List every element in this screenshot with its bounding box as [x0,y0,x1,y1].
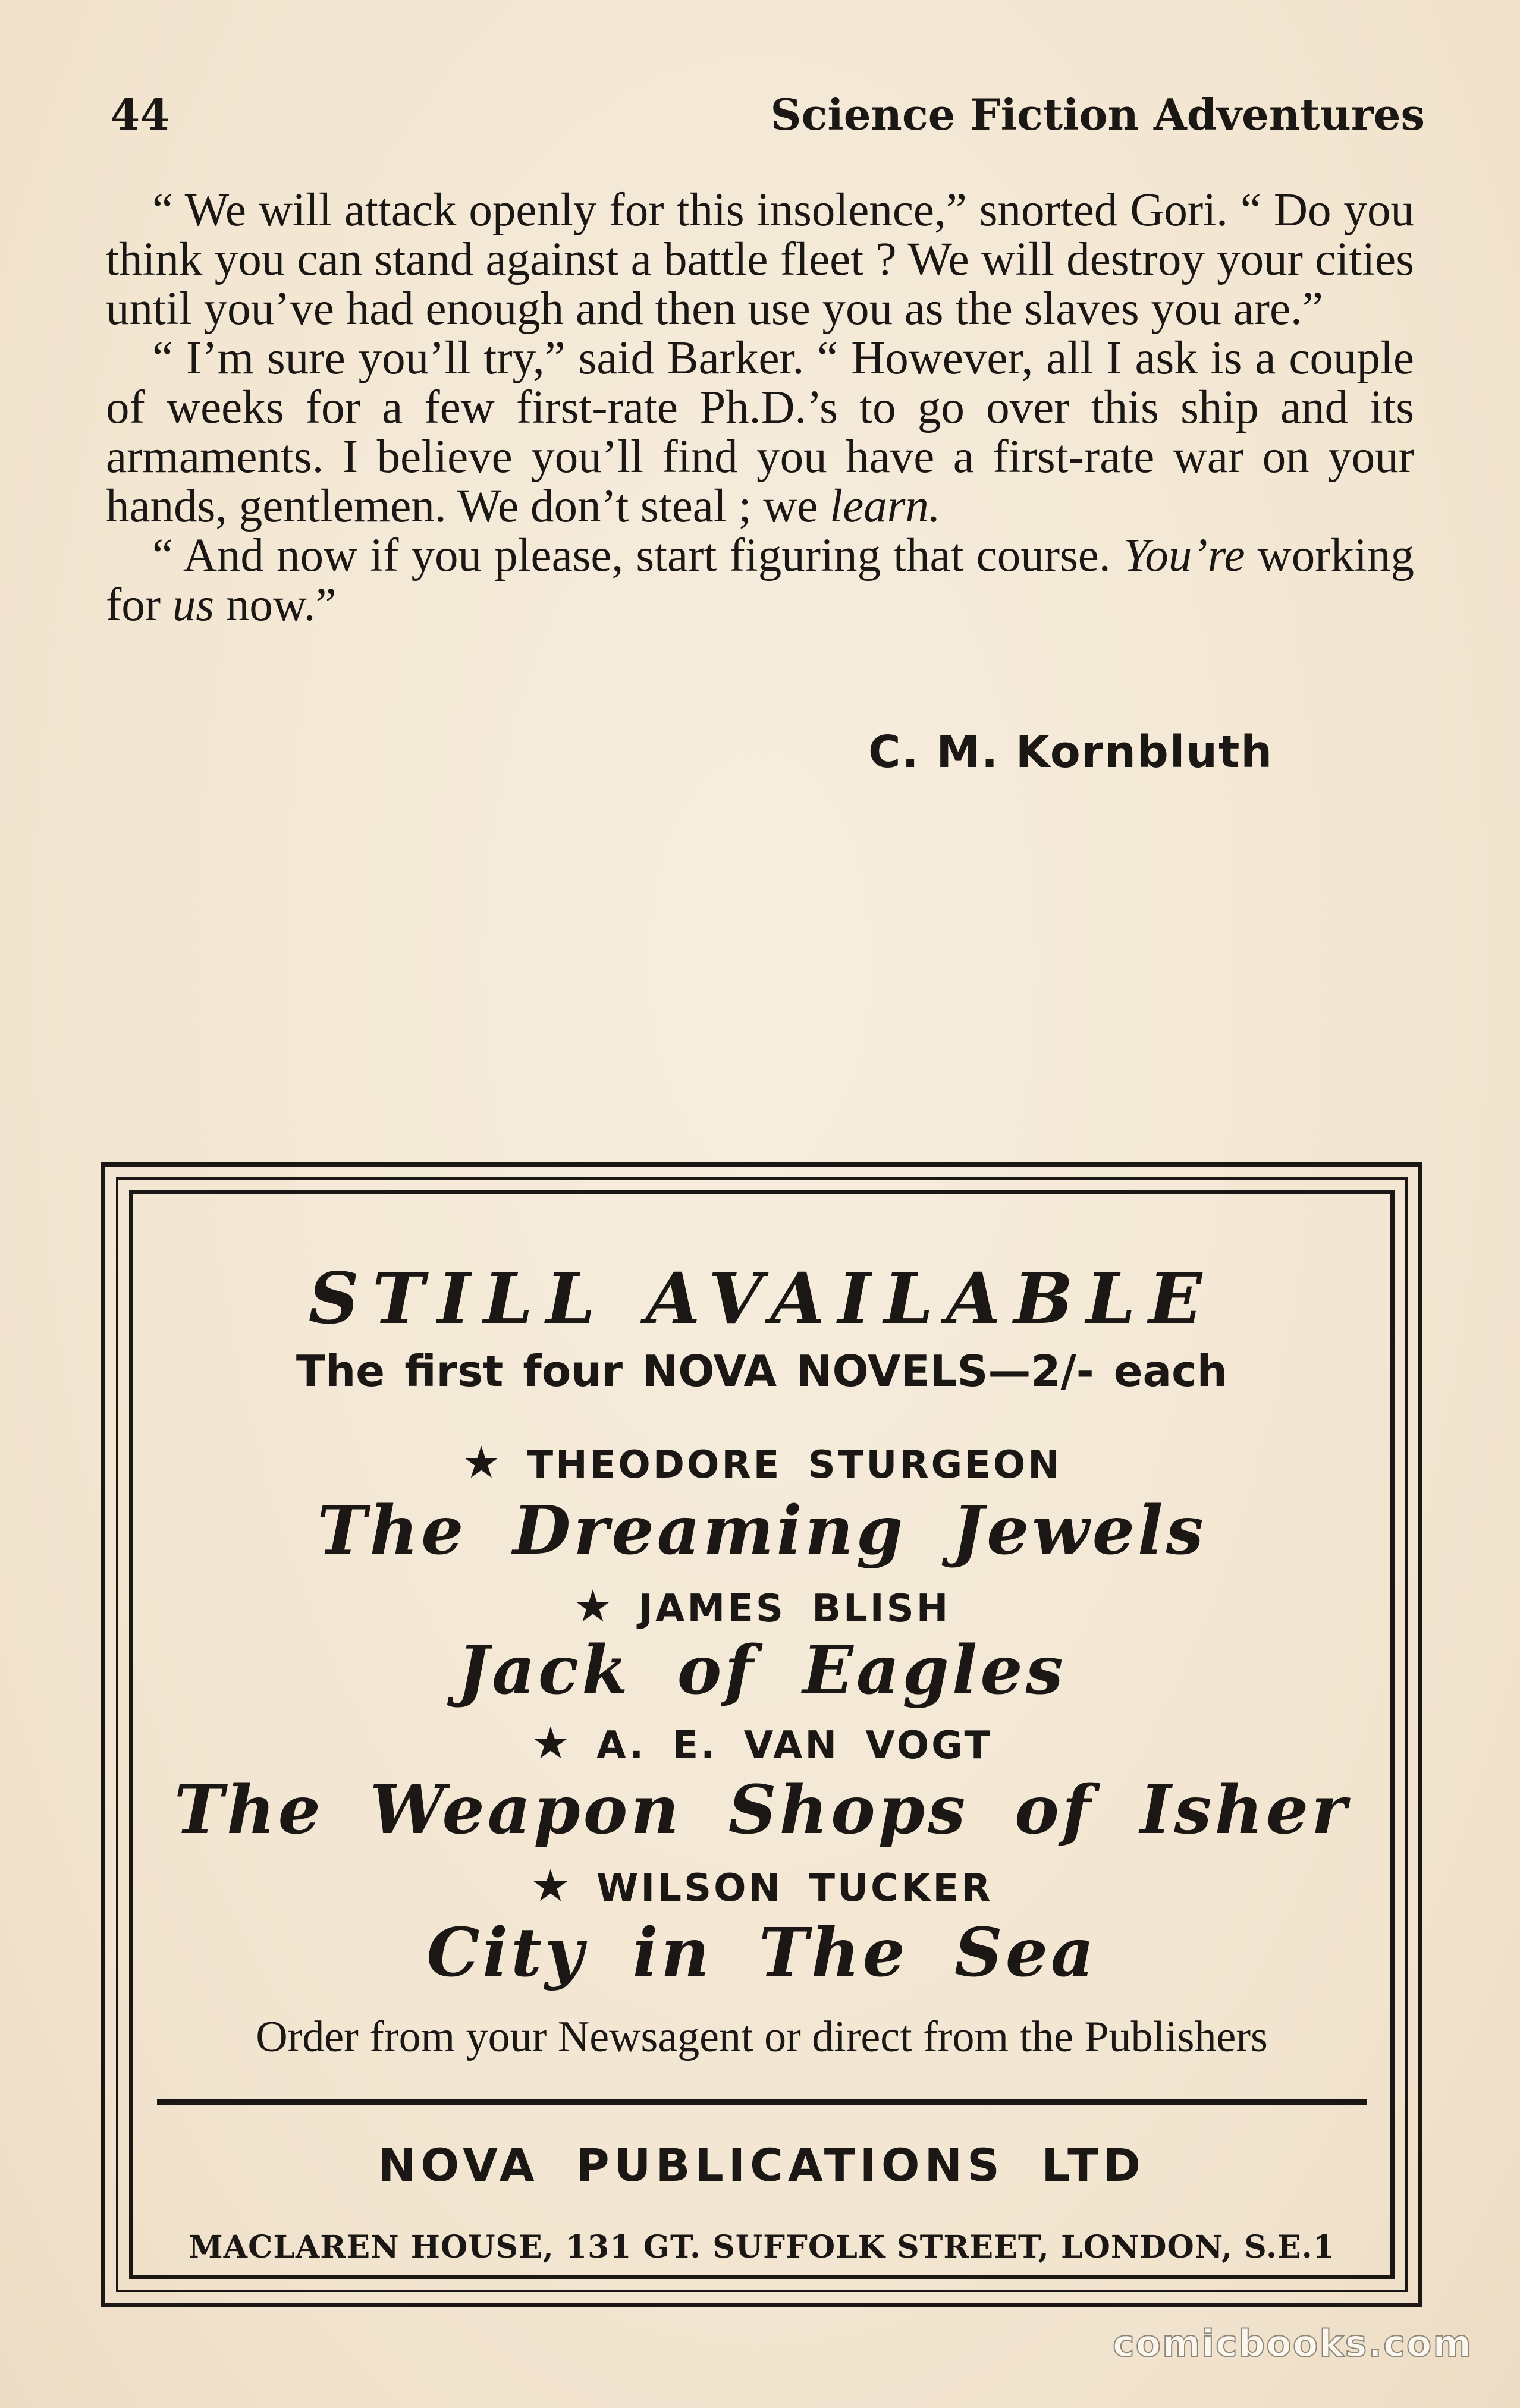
book-title: The Dreaming Jewels [317,1492,1207,1570]
author-name: A. E. VAN VOGT [596,1724,993,1768]
watermark: comicbooks.com [1112,2322,1472,2365]
author-byline: C. M. Kornbluth [868,727,1273,778]
book-author [133,1718,1390,1769]
para3-emphasis-1: You’re [1123,530,1245,581]
story-paragraph [106,186,1414,334]
advertisement-box [101,1162,1422,2307]
ad-divider [157,2099,1367,2105]
book-author [133,1581,1390,1632]
para3-text-b: working for [106,530,1414,631]
book-author [133,1860,1390,1912]
ad-border-inner [129,1190,1395,2279]
author-name: THEODORE STURGEON [527,1443,1062,1487]
ad-subheading: The first four NOVA NOVELS—2/- each [296,1346,1228,1396]
ad-border-middle [116,1177,1408,2292]
story-paragraph [106,334,1414,531]
book-title: Jack of Eagles [457,1631,1066,1709]
book-title: The Weapon Shops of Isher [174,1771,1350,1849]
author-name: WILSON TUCKER [596,1866,993,1910]
book-title: City in The Sea [426,1914,1097,1992]
story-text [106,186,1414,630]
page-number: 44 [110,89,170,140]
story-paragraph [106,531,1414,630]
para3-emphasis-2: us [172,579,215,631]
star-icon: ★ [530,1860,573,1912]
order-instructions: Order from your Newsagent or direct from the Publishers [256,2013,1268,2061]
star-icon: ★ [461,1437,504,1488]
publisher-name: NOVA PUBLICATIONS LTD [378,2139,1146,2192]
star-icon: ★ [573,1581,615,1632]
para3-text-c: now.” [214,579,337,631]
running-title: Science Fiction Adventures [770,89,1425,140]
publisher-address: MACLAREN HOUSE, 131 GT. SUFFOLK STREET, LONDON, S.E.1 [189,2229,1335,2265]
star-icon: ★ [530,1718,573,1769]
para2-text: “ I’m sure you’ll try,” said Barker. “ However, all I ask is a couple of weeks for a few first-rate Ph.D.’s to go over this ship and its armaments. I believe you’ll find you have a first-rate war on your hands, gentlemen. We don’t steal ; we [106,332,1414,532]
book-author [133,1437,1390,1488]
author-name: JAMES BLISH [639,1587,951,1631]
para1-text: “ We will attack openly for this insolence,” snorted Gori. “ Do you think you can stand against a battle fleet ? We will destroy your cities until you’ve had enough and then use you as the slaves you are.” [106,184,1414,335]
para3-text-a: “ And now if you please, start figuring that course. [152,530,1123,581]
ad-heading: STILL AVAILABLE [308,1257,1216,1340]
para2-emphasis: learn. [830,480,941,532]
